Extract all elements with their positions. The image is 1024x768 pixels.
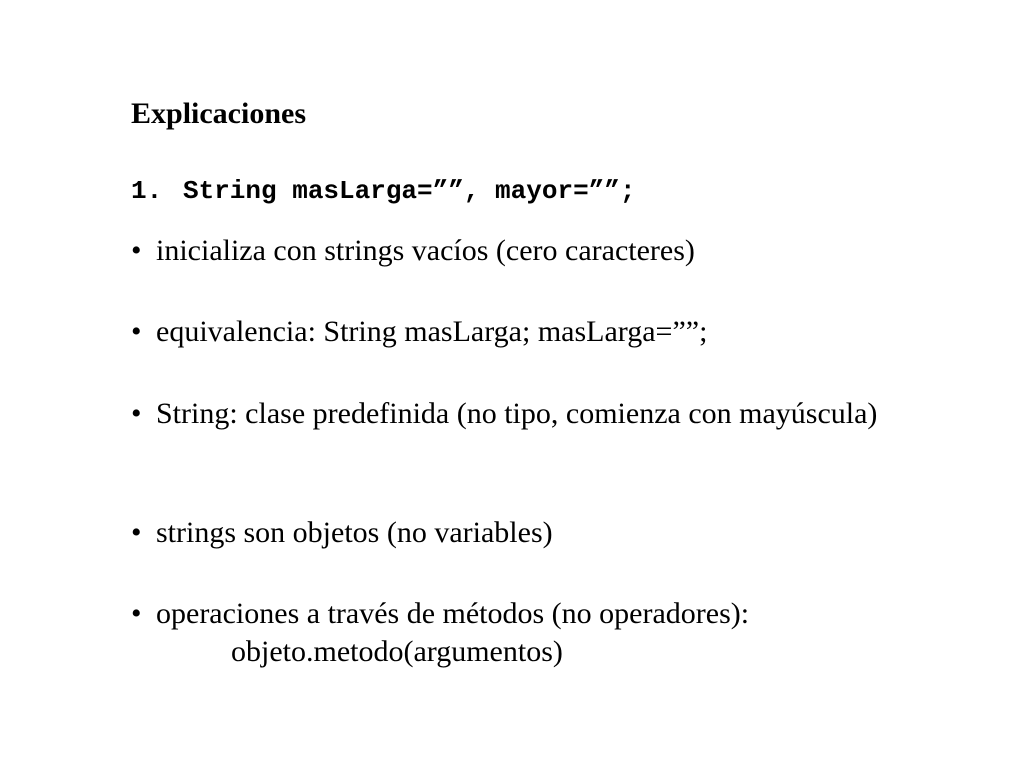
bullet-icon: • [131, 397, 142, 430]
bullet-icon: • [131, 234, 142, 267]
bullet-text: strings son objetos (no variables) [156, 516, 553, 549]
bullet-icon: • [131, 516, 142, 549]
bullet-text: operaciones a través de métodos (no operadores): [156, 597, 750, 630]
bullet-item [131, 232, 891, 270]
bullet-continuation: objeto.metodo(argumentos) [231, 635, 563, 668]
bullet-icon: • [131, 315, 142, 348]
bullet-item [131, 514, 891, 552]
bullet-item [131, 313, 891, 351]
slide-title: Explicaciones [131, 97, 307, 130]
bullet-text: String: clase predefinida (no tipo, comienza con mayúscula) [156, 397, 878, 430]
bullet-text: inicializa con strings vacíos (cero caracteres) [156, 234, 695, 267]
bullet-text: equivalencia: String masLarga; masLarga=””; [156, 315, 708, 348]
code-text: String masLarga=””, mayor=””; [183, 176, 636, 206]
bullet-icon: • [131, 597, 142, 630]
code-number: 1. [131, 176, 163, 206]
bullet-item [131, 595, 891, 671]
code-statement [131, 174, 635, 208]
bullet-item [131, 395, 891, 433]
